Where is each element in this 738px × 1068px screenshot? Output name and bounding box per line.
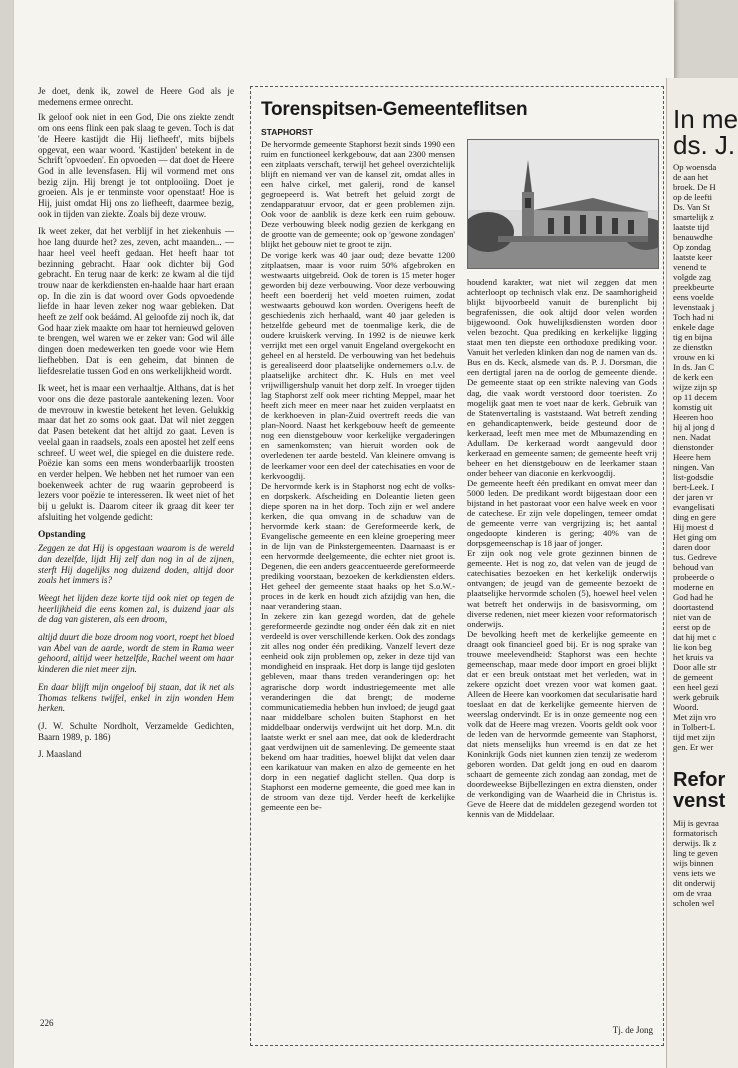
article-paragraph: De hervormde gemeente Staphorst bezit sinds 1990 een ruim en functioneel kerkgebouw, dat aan 2300 mensen een zitplaats verschaft, terwijl het geheel overzichtelijk blijft en niemand ver van de kansel zit, omdat alles in een halve cirkel, met galerij, rond de kansel gegroepeerd is. Wat betreft het geluid zorgt de zendapparatuur ervoor, dat er geen problemen zijn. Ook voor de aanblik is deze kerk een ruim gebouw. Deze verbouwing bleek nodig gezien de kerkgang en de grootte van de gemeente; ook op 'gewone zondagen' blijkt het gebouw niet te groot te zijn. — [261, 139, 455, 250]
text-line: evangelisati — [673, 502, 715, 512]
text-line: een heel gezi — [673, 682, 719, 692]
text-line: dit onderwij — [673, 878, 716, 888]
article-column-right — [467, 277, 657, 820]
text-line: volgde zag — [673, 272, 711, 282]
text-line: laatste keer — [673, 252, 713, 262]
paragraph: Je doet, denk ik, zowel de Heere God als je medemens ermee onrecht. — [38, 86, 234, 107]
text-line: wijs binnen — [673, 858, 714, 868]
text-line: Hij moest d — [673, 522, 714, 532]
text-line: preekbeurte — [673, 282, 714, 292]
text-line: Ds. Van St — [673, 202, 710, 212]
text-line: hij al jong d — [673, 422, 715, 432]
text-line: behoud van — [673, 562, 714, 572]
title-line: Refor — [673, 769, 726, 791]
poem-stanza: Weegt het lijden deze korte tijd ook niet op tegen de heerlijkheid die eens komen zal, is duizend jaar als de dag van gisteren, als een droom, — [38, 592, 234, 625]
text-line: scholen wel — [673, 898, 715, 908]
text-line: Met zijn vro — [673, 712, 716, 722]
church-photo — [467, 139, 659, 269]
title-line: In me — [673, 104, 738, 134]
text-line: tus. Gedreve — [673, 552, 717, 562]
text-line: dienstonder — [673, 442, 714, 452]
text-line: probeerde o — [673, 572, 715, 582]
text-line: ding en gere — [673, 512, 716, 522]
right-page-title-2 — [673, 770, 738, 812]
text-line: list-godsdie — [673, 472, 714, 482]
text-line: laatste tijd — [673, 222, 709, 232]
text-line: Op zondag — [673, 242, 711, 252]
right-page-text — [673, 162, 738, 752]
paragraph: Ik geloof ook niet in een God, Die ons ziekte zendt om ons eens flink een pak slaag te geven. Toch is dat 'de Heere kastijdt die Hij liefheeft', mits bijbels opgevat, een waar woord. 'Kastijden' betekent in de Schrift 'opvoeden'. En opvoeden — dat doet de Heere God in alle levensfasen. Hij wil vormend met ons bezig zijn. Hij brengt je tot ontplooiing. Doet je groeien. Als je er tenminste voor openstaat! Hoe is Hij, juist omdat Hij ons zo liefheeft, daarmee bezig, ook in tijden van ziekte. Zoals bij deze vrouw. — [38, 112, 234, 219]
text-line: op 11 decem — [673, 392, 718, 402]
title-line: ds. J. — [673, 130, 736, 160]
text-line: ze dienstkn — [673, 342, 713, 352]
text-line: ningen. Van — [673, 462, 715, 472]
text-line: gen. Er wer — [673, 742, 714, 752]
poem-source: (J. W. Schulte Nordholt, Verzamelde Gedichten, Baarn 1989, p. 186) — [38, 720, 234, 742]
paragraph: Ik weet zeker, dat het verblijf in het ziekenhuis — hoe lang duurde het? zes, zeven, acht maanden... — haar heel veel heeft gedaan. Het heeft haar tot bezinning gebracht. Haar ook dichter bij God gebracht. En terug naar de kerk: ze kwam al die tijd trouw naar de kerkdiensten en-haalde haar hart eraan op. In die zin is dat woord over Gods opvoedende liefde in haar leven zeker nog waar gebleken. Dat heeft ze zelf ook beáámd. Al geloofde zij noch ik, dat God haar ziek maakte om haar tot hernieuwd geloven te brengen, wel waren we er zeker van: God wil álle dingen doen medewerken ten goede voor wie Hem liefhebben. Dat is een geheim, dat binnen de liefdesrelatie tussen God en ons werkelijkheid wordt. — [38, 226, 234, 376]
poem-title: Opstanding — [38, 530, 86, 541]
text-line: om de vraa — [673, 888, 712, 898]
text-line: In ds. Jan C — [673, 362, 715, 372]
text-line: levenstaak j — [673, 302, 715, 312]
text-line: in Tolbert-L — [673, 722, 715, 732]
article-subtitle: STAPHORST — [261, 127, 313, 137]
poem-stanza: En daar blijft mijn ongeloof bij staan, dat ik net als Thomas telkens twijfel, enkel in zijn wonden Hem herken. — [38, 681, 234, 714]
text-line: nen. Nadat — [673, 432, 711, 442]
text-line: Heeren hoo — [673, 412, 714, 422]
text-line: Het ging om — [673, 532, 717, 542]
text-line: Toch had ni — [673, 312, 714, 322]
text-line: ling te geven — [673, 848, 718, 858]
article-signature: Tj. de Jong — [612, 1025, 653, 1035]
text-line: dat hij met c — [673, 632, 717, 642]
magazine-page-left — [14, 0, 674, 1068]
text-line: niet van de — [673, 612, 712, 622]
text-line: venend te — [673, 262, 707, 272]
article-paragraph: De bevolking heeft met de kerkelijke gemeente en draagt ook financieel goed bij. Er is nog sprake van trouwe meelevendheid: Staphorst was een hechte gemeenschap, maar mede door import en groei blijkt dat er een breuk ontstaat met het verleden, wat in zekere opzicht doet vrezen voor wat komen gaat. Alleen de Heere kan voorkomen dat secularisatie hard toeslaat en dat de kerkelijke gemeente hierven de weerslag ondervindt. Er is in onze gemeente nog een volk dat de Heere mag vrezen. Voorts geldt ook voor de leden van de hervormde gemeente van Staphorst, dat niets menselijks hun vreemd is en dat ze het Koninkrijk Gods niet kunnen zien tenzij ze wederom geboren worden. Dat geldt jong en oud en daarom schaart de gemeente zich zondag aan zondag, met de doordeweekse Bijbellezingen en extra diensten, onder de verkondiging van de Waarheid die in Christus is. Geve de Heere dat de middelen gezegend worden tot kennis van de Middelaar. — [467, 628, 657, 820]
text-line: smartelijk z — [673, 212, 714, 222]
title-line: venst — [673, 790, 726, 812]
text-line: tijd met zijn — [673, 732, 715, 742]
poem-stanza: Zeggen ze dat Hij is opgestaan waarom is de wereld dan dezelfde, lijdt Hij zelf dan nog in al de zijnen, sterft Hij dagelijks nog duizend doden, altijd door zoals het immers is? — [38, 543, 234, 586]
text-line: Heere hem — [673, 452, 711, 462]
text-line: de aan het — [673, 172, 709, 182]
text-line: wijze zijn sp — [673, 382, 717, 392]
text-line: bert-Leek. I — [673, 482, 714, 492]
text-line: der jaren vr — [673, 492, 714, 502]
article-paragraph: De vorige kerk was 40 jaar oud; deze bevatte 1200 zitplaatsen, maar is voor ruim 50% afgebroken en westwaarts uitgebreid. Ook de toren is 15 meter hoger geworden bij deze verbouwing. Voor deze verbouwing heeft een boerderij het veld moeten ruimen, zodat westwaarts gebouwd kon worden. Overigens heeft de geschiedenis zich herhaald, want 40 jaar geleden is hetzelfde gebeurd met de toenmalige kerk, die de oudere kruiskerk verving. In 1992 is de nieuwe kerk verrijkt met een orgel vanuit Engeland overgekocht en geheel en al hersteld. De verbouwing van het bedehuis is gerealiseerd door plaatselijke ondernemers o.l.v. de plaatselijke architect dhr. K. Huls en met veel vrijwilligershulp vanuit het dorp zelf. In vroeger tijden lag Staphorst zelf ook meer richting Meppel, maar het heeft zich meer en meer naar het zuiden verplaatst en de kerkhoeven in plan-Zuid overtreft reeds die van plan-Noord. Naast het kerkgebouw heeft de gemeente nog een dienstgebouw voor kerkelijke vergaderingen en samenkomsten; van hieruit worden ook de overledenen ter aarde besteld. Van kleinere omvang is de leerkamer voor een deel der catechisaties en voor de kerkvoogdij. — [261, 249, 455, 481]
text-line: eens voelde — [673, 292, 714, 302]
poem-stanza: altijd duurt die boze droom nog voort, roept het bloed van Abel van de aarde, wordt de stem in Rama weer gehoord, altijd weer hetzelfde, Rachel weent om haar kinderen die niet meer zijn. — [38, 632, 234, 675]
right-page-title — [673, 106, 738, 158]
article-box — [250, 86, 664, 1046]
text-line: benauwdhe — [673, 232, 713, 242]
page-number: 226 — [40, 1018, 54, 1028]
article-paragraph: De gemeente heeft één predikant en omvat meer dan 5000 leden. De predikant wordt bijgestaan door een bijstand in het pastoraat voor een halve week en voor de catechese. Er zijn vele dopelingen, temeer omdat de gemeente verre van vergrijzing is; het aantal ongedoopte kinderen is gering; 40% van de dorpsgemeenschap is 18 jaar of jonger. — [467, 477, 657, 549]
text-line: Woord. — [673, 702, 699, 712]
text-line: vens iets we — [673, 868, 716, 878]
article-paragraph: houdend karakter, wat niet wil zeggen dat men achterloopt op technisch vlak enz. De saamhorigheid blijkt bijvoorbeeld vanuit de burenplicht bij begrafenissen, die ook altijd door velen worden bijgewoond. Ook huwelijksdiensten worden door velen bezocht. Qua prediking en kerkelijke ligging staat men ten diepste een orthodoxe prediking voor. Vanuit het verleden klinken dan nog de namen van ds. Bus en ds. Keck, alsmede van ds. P. J. Dorsman, die een dertigtal jaren na de oorlog de gemeente diende. De gemeente staat op een strikte naleving van Gods dag, die vaak wordt verstoord door toeristen. Zo mogelijk gaat men te voet naar de kerk. Gebruik van de Statenvertaling is vaststaand. Wat betreft zending en gehandicaptenwerk, beide gesteund door de kerkeraad, leeft men mee met de Mbumazending en Adullam. De kerkeraad wordt aangevuld door kerkeraad en gemeente samen; de gemeente heeft vrij beheer en het dienstgebouw en de leerkamer staan onder beheer van diaconie en kerkvoogdij. — [467, 277, 657, 478]
text-line: God had he — [673, 592, 714, 602]
text-line: eerst op de — [673, 622, 711, 632]
text-line: de kerk een — [673, 372, 714, 382]
text-line: Op woensda — [673, 162, 717, 172]
text-line: Door alle str — [673, 662, 717, 672]
pastoral-column — [38, 86, 234, 767]
text-line: tig en bijna — [673, 332, 713, 342]
text-line: komstig uit — [673, 402, 713, 412]
article-column-left — [261, 139, 455, 812]
text-line: op de leefti — [673, 192, 713, 202]
article-paragraph: De hervormde kerk is in Staphorst nog echt de volks- en dorpskerk. Afscheiding en Doleantie lieten geen diepe sporen na in het dorp. Toch zijn er wel andere kerken, die qua omvang in de schaduw van de hervormde kerk staan: de Gereformeerde kerk, de Evangelische gemeente en een kleine groepering meer in de lijn van de Pinkstergemeenten. Daarnaast is er een hervormde deelgemeente, die echter niet groot is. Degenen, die een anders geaccentueerde gereformeerde prediking voorstaan, bezoeken de kerkdiensten elders. Het geheel der gemeente staat haaks op het S.o.W.-proces in de kerk en houdt zich afzijdig van hen, die naar verandering staan. — [261, 480, 455, 612]
article-title: Torenspitsen-Gemeenteflitsen — [261, 99, 528, 120]
author-signature: J. Maasland — [38, 749, 82, 760]
text-line: derwijs. Ik z — [673, 838, 717, 848]
text-line: Mij is gevraa — [673, 818, 719, 828]
text-line: werk gebruik — [673, 692, 720, 702]
text-line: het kruis va — [673, 652, 714, 662]
text-line: moderne en — [673, 582, 714, 592]
article-paragraph: In zekere zin kan gezegd worden, dat de gehele gereformeerde gezindte nog onder één dak zit en niet verdeeld is over verschillende kerken. Ook des zondags zit alles nog onder één prediking. Vanzelf levert deze eenheid ook zijn problemen op, zeker in deze tijd van mondigheid en inspraak. Het dorp is lange tijd gesloten gebleven, maar thans treden veranderingen op: het agrarische dorp wordt industriegemeente met alle veranderingen die dat brengt; de moderne communicatiemedia hebben hun invloed; de jeugd gaat naar middelbare scholen buiten Staphorst en het middelbaar onderwijs verdwijnt uit het dorp. M.n. dit laatste werkt er snel aan mee, dat ook de klederdracht gaat verdwijnen uit de samenleving. De gemeente staat bekend om haar tradities, hoewel blijkt dat velen daar een karikatuur van maken en alzo de gemeente en het dorp in een negatief daglicht stellen. Qua dorp is Staphorst een moderne gemeente, die goed mee kan in de stroom van deze tijd. Verder heeft de kerkelijke gemeente een be- — [261, 611, 455, 813]
text-line: formatorisch — [673, 828, 718, 838]
text-line: lie kon beg — [673, 642, 712, 652]
text-line: de gemeent — [673, 672, 713, 682]
right-page-text-2 — [673, 818, 738, 908]
church-illustration — [468, 140, 658, 268]
text-line: daren door — [673, 542, 711, 552]
text-line: doortastend — [673, 602, 714, 612]
text-line: enkele dage — [673, 322, 715, 332]
article-paragraph: Er zijn ook nog vele grote gezinnen binnen de gemeente. Het is nog zo, dat velen van de jeugd de catechisaties bezoeken en het kerkelijk onderwijs ontvangen; de jeugd van de gemeente bezoekt de plaatselijke hervormde scholen (5), hoewel heel velen wat betreft het onderwijs in de basisvorming, om diverse redenen, niet meer kiezen voor reformatorisch onderwijs. — [467, 548, 657, 629]
text-line: vrouw en ki — [673, 352, 715, 362]
magazine-page-right — [666, 78, 738, 1068]
text-line: broek. De H — [673, 182, 716, 192]
paragraph: Ik weet, het is maar een verhaaltje. Althans, dat is het voor ons die deze pastorale aantekening lezen. Voor de mevrouw in kwestie betekent het leven. Gelukkig maar dat het zo soms ook gaat. Dat wil niet zeggen dat Pasen betekent dat het altijd zo gaat. Leven is veelal gaan in raadsels, zoals een apostel het zelf eens schreef. U weet wel, die spiegel en die duistere rede. Poëzie kan soms een mens wonderbaarlijk troosten en verder helpen. We hebben net het rumoer van een boekenweek achter de rug waarin geprobeerd is lezers voor poëzie te interesseren. Ik weet niet of het bij u gelukt is. Daarom citeer ik graag dit keer ter afsluiting het volgende gedicht: — [38, 383, 234, 522]
